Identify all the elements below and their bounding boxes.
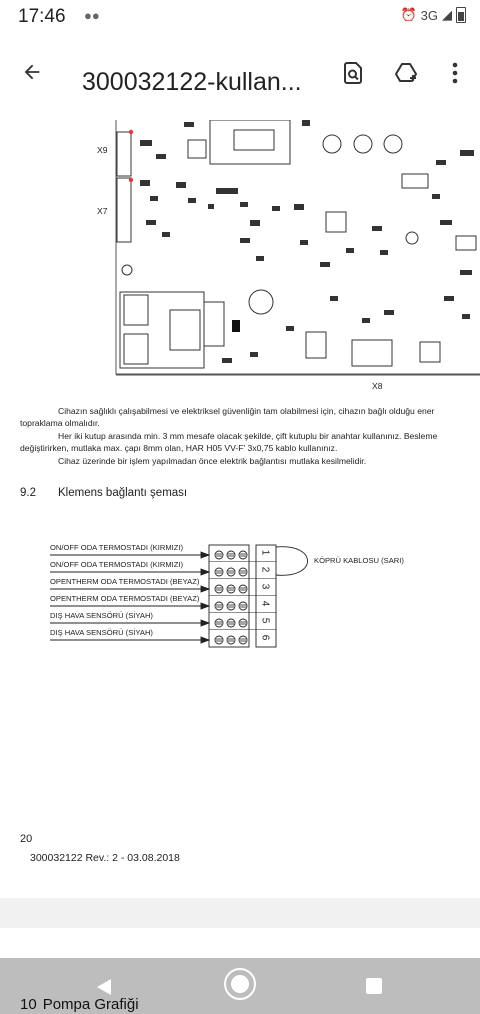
page-gap [0,898,480,928]
pcb-label-x8: X8 [372,381,383,391]
paragraph-line-5: Cihaz üzerinde bir işlem yapılmadan önce elektrik bağlantısı mutlaka kesilmelidir. [58,456,367,466]
terminal-screw [227,585,235,593]
next-section-heading[interactable] [20,996,145,1013]
terminal-screw [239,636,247,644]
bridge-cable-label: KÖPRÜ KABLOSU (SARI) [314,556,404,565]
wire-arrowhead [201,552,209,558]
paragraph-line-2: topraklama olmalıdır. [20,418,100,428]
document-title: 300032122-kullan... [82,68,302,96]
nav-home-icon[interactable] [224,968,256,1000]
wire-arrowhead [201,637,209,643]
nav-recents-icon[interactable] [366,978,382,994]
terminal-screw [239,585,247,593]
wire-arrowhead [201,586,209,592]
terminal-screw [215,568,223,576]
paragraph-line-3: Her iki kutup arasında min. 3 mm mesafe olacak şekilde, çift kutuplu bir anahtar kullanınız. Besleme [58,431,438,441]
terminal-number-3: 3 [259,583,271,590]
battery-icon [456,7,466,23]
revision-line: 300032122 Rev.: 2 - 03.08.2018 [30,852,180,864]
status-icons [400,7,466,23]
terminal-label-5: DIŞ HAVA SENSÖRÜ (SİYAH) [50,611,153,620]
terminal-screw [215,585,223,593]
terminal-screw [215,636,223,644]
app-bar [0,34,480,120]
back-button[interactable] [14,54,50,90]
next-section-number: 10 [20,996,37,1013]
navigation-bar [0,958,480,1014]
terminal-screw [215,619,223,627]
terminal-number-6: 6 [259,634,271,641]
terminal-screw [227,636,235,644]
section-number: 9.2 [20,487,36,499]
terminal-label-1: ON/OFF ODA TERMOSTADI (KIRMIZI) [50,543,184,552]
paragraph-line-4: değiştirirken, mutlaka max. çapı 8mm olan, HAR H05 VV-F' 3x0,75 kablo kullanınız. [20,443,338,453]
search-document-button[interactable] [336,56,370,90]
arrow-back-icon [21,61,43,83]
page-number: 20 [20,833,33,845]
terminal-number-2: 2 [259,566,271,573]
terminal-screw [239,619,247,627]
footsteps-icon: ●● [84,8,100,23]
pcb-label-x9: X9 [97,145,108,155]
terminal-number-4: 4 [259,600,271,607]
pdf-page[interactable] [0,120,480,898]
terminal-label-3: OPENTHERM ODA TERMOSTADI (BEYAZ) [50,577,200,586]
terminal-screw [227,619,235,627]
network-type: 3G [420,7,438,23]
more-options-button[interactable] [438,56,472,90]
terminal-screw [227,551,235,559]
nav-back-icon[interactable] [96,978,112,996]
terminal-screw [227,568,235,576]
wire-arrowhead [201,569,209,575]
paragraph-line-1: Cihazın sağlıklı çalışabilmesi ve elektriksel güvenliğin tam olabilmesi için, cihazın bağlı olduğu ener [58,406,435,416]
terminal-screw [239,551,247,559]
wire-arrowhead [201,620,209,626]
terminal-label-2: ON/OFF ODA TERMOSTADI (KIRMIZI) [50,560,184,569]
terminal-number-5: 5 [259,617,271,624]
terminal-screw [239,602,247,610]
doc-search-icon [341,61,365,85]
terminal-screw [215,551,223,559]
section-title: Klemens bağlantı şeması [58,487,188,499]
terminal-screw [239,568,247,576]
next-section-title: Pompa Grafiği [42,996,139,1013]
drive-add-icon [394,61,420,85]
signal-icon: ◢ [442,7,452,22]
alarm-icon: ⏰ [400,7,417,22]
terminal-label-6: DIŞ HAVA SENSÖRÜ (SİYAH) [50,628,153,637]
terminal-screw [227,602,235,610]
circuit-board-diagram [0,120,480,395]
status-time: 17:46 [18,6,66,27]
more-vert-icon [452,62,458,84]
terminal-label-4: OPENTHERM ODA TERMOSTADI (BEYAZ) [50,594,200,603]
terminal-screw [215,602,223,610]
pcb-label-x7: X7 [97,206,108,216]
status-bar [0,0,480,34]
terminal-number-1: 1 [259,549,271,556]
add-to-drive-button[interactable] [390,56,424,90]
wire-arrowhead [201,603,209,609]
